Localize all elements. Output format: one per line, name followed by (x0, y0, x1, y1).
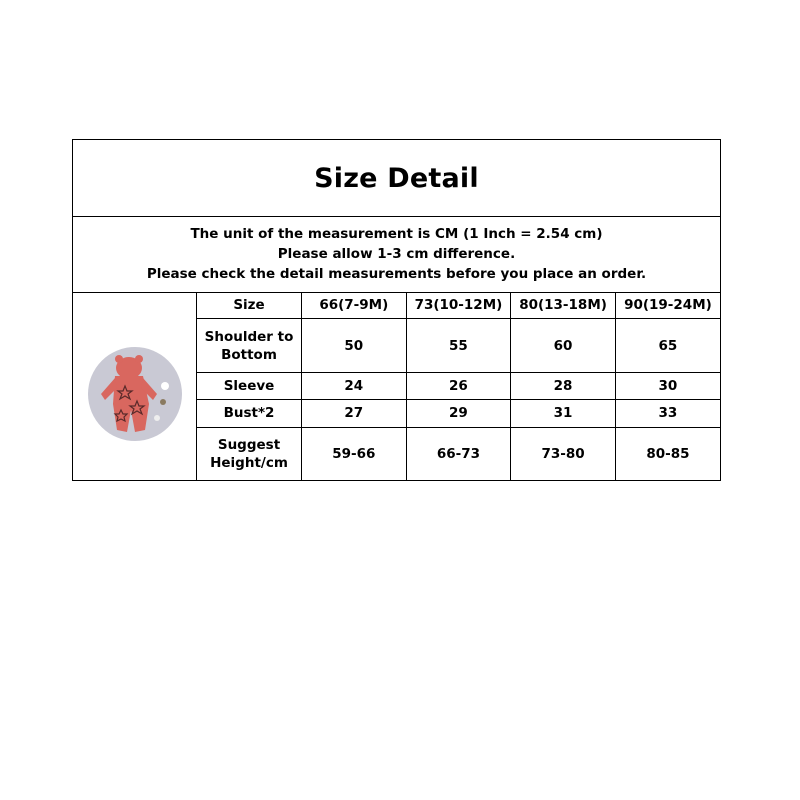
prop-flower (154, 415, 160, 421)
table-row (197, 427, 720, 480)
product-image-cell (73, 292, 197, 480)
header-size: Size (197, 292, 302, 319)
prop-pinecone (160, 399, 166, 405)
table-cell: 65 (615, 319, 720, 373)
notes-row (73, 216, 720, 293)
table-cell: 66-73 (406, 427, 511, 480)
table-cell: 30 (615, 372, 720, 399)
table-row (197, 372, 720, 399)
row-label-shoulder: Shoulder to Bottom (197, 319, 302, 373)
header-size-80: 80(13-18M) (511, 292, 616, 319)
table-header-row (197, 292, 720, 319)
table-cell: 24 (302, 372, 407, 399)
header-size-90: 90(19-24M) (615, 292, 720, 319)
table-cell: 27 (302, 400, 407, 427)
table-cell: 50 (302, 319, 407, 373)
prop-cotton-ball (161, 382, 169, 390)
row-label-height: Suggest Height/cm (197, 427, 302, 480)
product-photo-romper (87, 346, 183, 442)
note-difference: Please allow 1-3 cm difference. (277, 246, 516, 262)
table-cell: 59-66 (302, 427, 407, 480)
table-cell: 31 (511, 400, 616, 427)
table-cell: 26 (406, 372, 511, 399)
romper-ear-left (115, 355, 123, 363)
table-row (197, 400, 720, 427)
header-size-73: 73(10-12M) (406, 292, 511, 319)
note-unit: The unit of the measurement is CM (1 Inch = 2.54 cm) (190, 226, 603, 242)
table-cell: 80-85 (615, 427, 720, 480)
title-row (73, 140, 720, 217)
table-cell: 55 (406, 319, 511, 373)
romper-ear-right (135, 355, 143, 363)
table-cell: 73-80 (511, 427, 616, 480)
row-label-sleeve: Sleeve (197, 372, 302, 399)
table-cell: 33 (615, 400, 720, 427)
table-row (197, 319, 720, 373)
page-title: Size Detail (314, 162, 479, 194)
header-size-66: 66(7-9M) (302, 292, 407, 319)
table-cell: 29 (406, 400, 511, 427)
table-cell: 60 (511, 319, 616, 373)
table-cell: 28 (511, 372, 616, 399)
size-table (197, 292, 720, 480)
note-check: Please check the detail measurements before you place an order. (146, 266, 647, 282)
row-label-bust: Bust*2 (197, 400, 302, 427)
size-detail-sheet (72, 139, 721, 481)
